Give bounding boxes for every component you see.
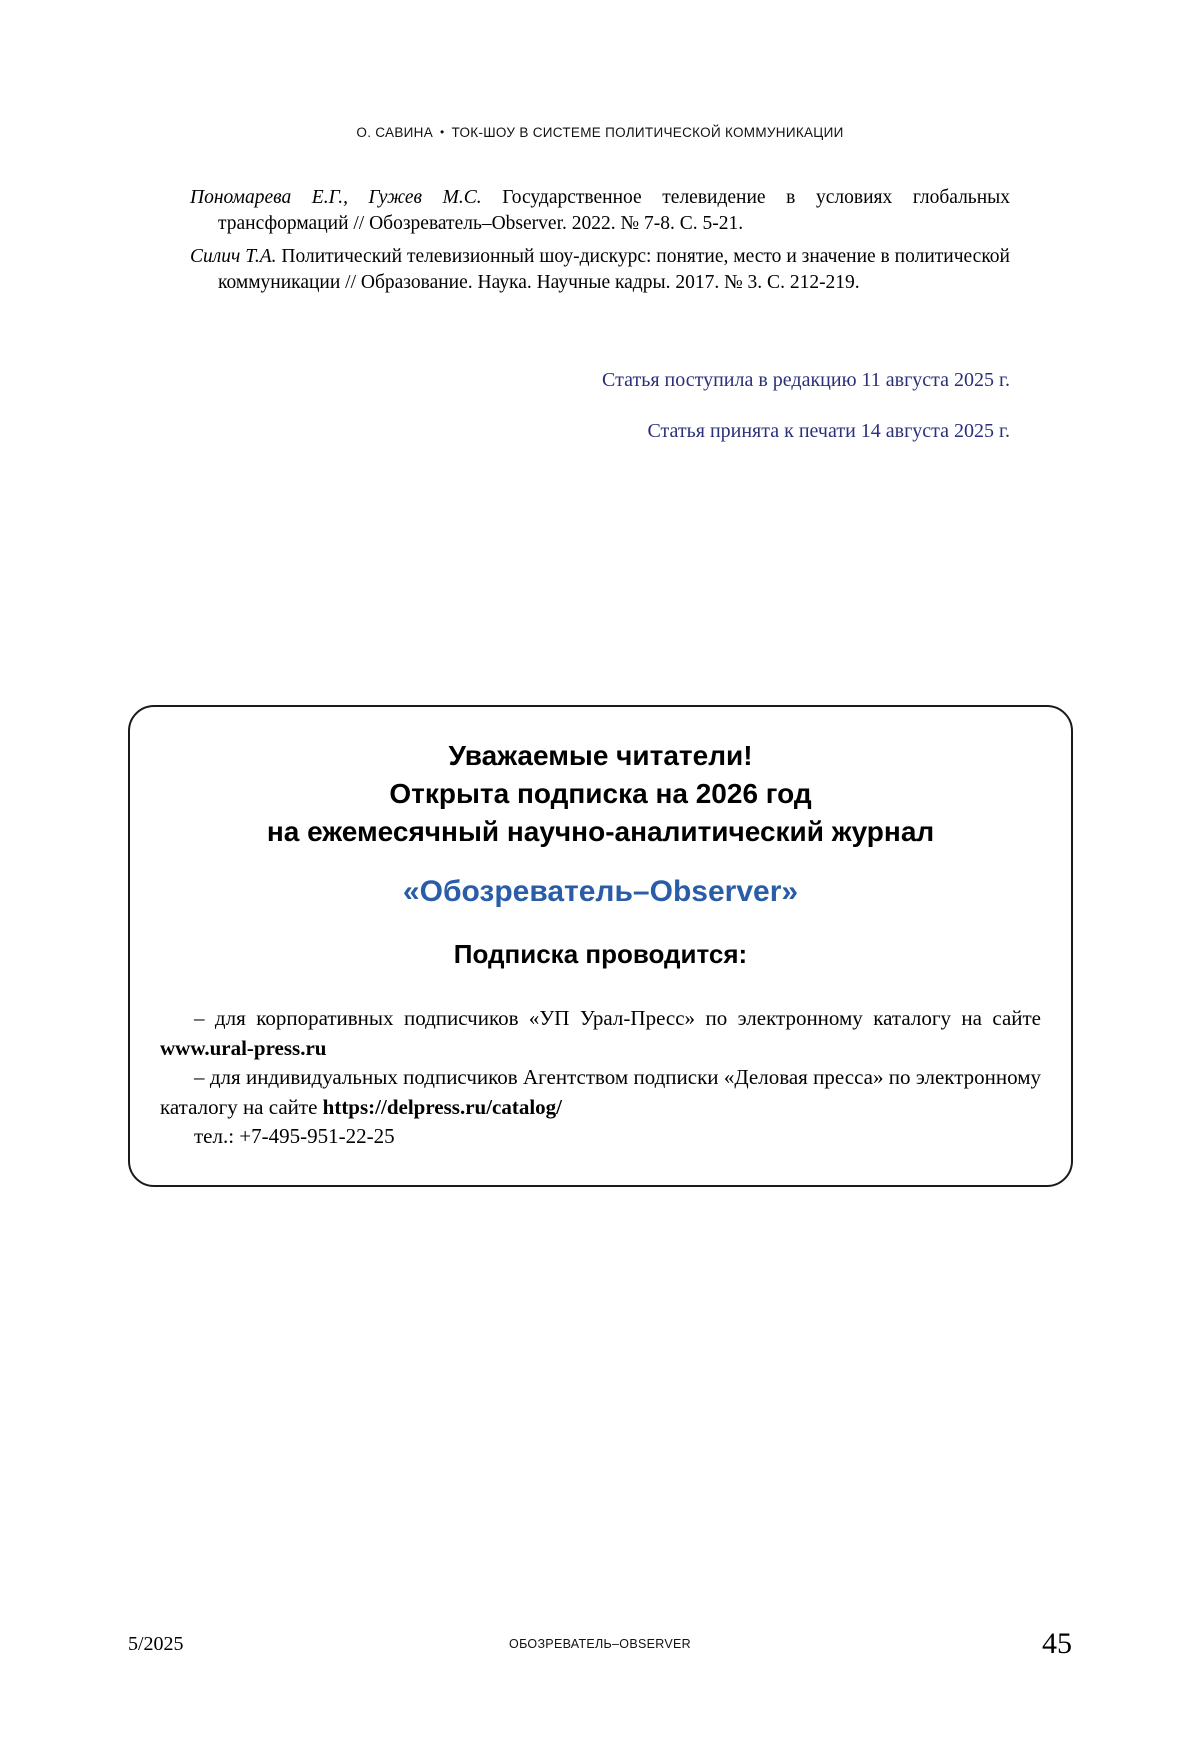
individual-text: – для индивидуальных подписчиков Агентством подписки «Деловая пресса» по электронному каталогу на сайте	[160, 1065, 1041, 1119]
journal-name: «Обозреватель–Observer»	[402, 875, 799, 909]
running-head-title: ТОК-ШОУ В СИСТЕМЕ ПОЛИТИЧЕСКОЙ КОММУНИКАЦИИ	[451, 125, 844, 140]
running-head	[0, 125, 1200, 140]
subscription-heading-line-3: на ежемесячный научно-аналитический журнал	[266, 815, 935, 847]
footer-issue: 5/2025	[128, 1633, 184, 1655]
date-received: Статья поступила в редакцию 11 августа 2025 г.	[602, 369, 1010, 391]
subscription-box	[128, 705, 1073, 1187]
subscription-phone: тел.: +7-495-951-22-25	[194, 1123, 395, 1148]
ural-press-link[interactable]: www.ural-press.ru	[160, 1035, 327, 1060]
reference-item	[190, 185, 1010, 238]
date-accepted: Статья принята к печати 14 августа 2025 г.	[647, 420, 1010, 442]
reference-authors: Силич Т.А.	[190, 245, 277, 267]
subscription-heading-line-1: Уважаемые читатели!	[448, 740, 753, 771]
page-footer	[128, 1627, 1072, 1660]
reference-text: Политический телевизионный шоу-дискурс: понятие, место и значение в политической коммуникации // Образование. Наука. Научные кадры. 2017. № 3. С. 212-219.	[218, 245, 1010, 293]
corporate-text: – для корпоративных подписчиков «УП Урал-Пресс» по электронному каталогу на сайте	[194, 1006, 1041, 1031]
reference-list	[190, 185, 1010, 302]
running-head-separator: •	[440, 125, 445, 139]
delpress-link[interactable]: https://delpress.ru/catalog/	[322, 1094, 563, 1119]
subscription-heading	[160, 737, 1041, 850]
subscription-details	[160, 1004, 1041, 1151]
footer-page-number: 45	[1042, 1627, 1072, 1660]
reference-item	[190, 244, 1010, 297]
submission-dates	[190, 368, 1010, 443]
reference-authors: Пономарева Е.Г., Гужев М.С.	[190, 187, 482, 208]
subscription-option-corporate	[160, 1004, 1041, 1063]
footer-journal-name: ОБОЗРЕВАТЕЛЬ–OBSERVER	[509, 1637, 691, 1651]
subscription-subheading: Подписка проводится:	[453, 939, 748, 970]
subscription-heading-line-2: Открыта подписка на 2026 год	[389, 777, 812, 809]
running-head-author: О. САВИНА	[356, 125, 434, 140]
reference-text: Государственное телевидение в условиях глобальных трансформаций // Обозреватель–Observer. 2022. № 7-8. С. 5-21.	[218, 187, 1010, 235]
subscription-option-individual	[160, 1063, 1041, 1122]
